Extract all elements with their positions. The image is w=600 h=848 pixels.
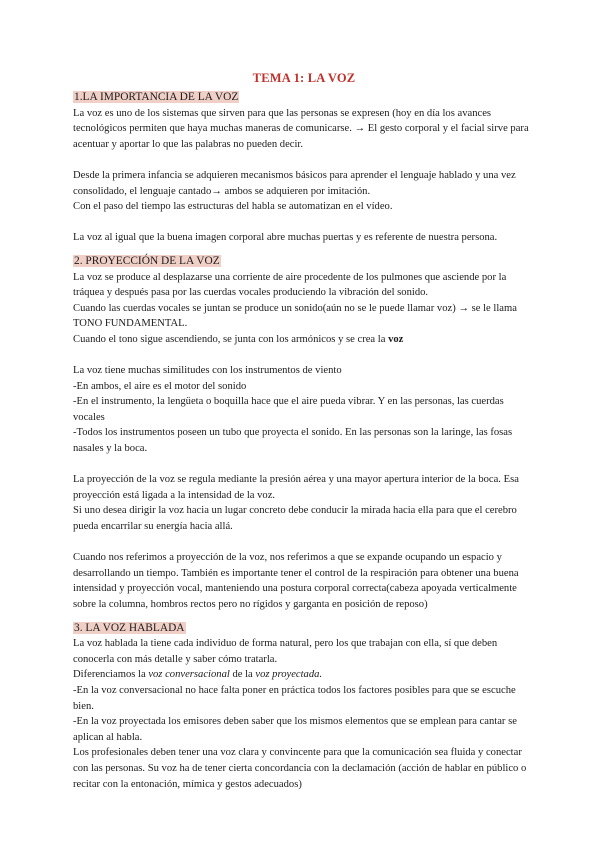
bold-term: voz — [388, 333, 404, 345]
paragraph: Si uno desea dirigir la voz hacia un lugar concreto debe conducir la mirada hacia ella para que el cerebro pueda encarrilar su energía hacia allá. — [73, 505, 517, 533]
paragraph: La voz hablada la tiene cada individuo de forma natural, pero los que trabajan con ella, sí que deben conocerla con más detalle y saber cómo tratarla. — [73, 638, 498, 665]
list-item: -En el instrumento, la lengüeta o boquilla hace que el aire pueda vibrar. Y en las personas, las cuerdas vocales — [73, 396, 504, 423]
italic-term: voz proyectada. — [255, 669, 323, 681]
document-title: TEMA 1: LA VOZ — [252, 71, 356, 85]
paragraph: La voz se produce al desplazarse una corriente de aire procedente de los pulmones que asciende por la tráquea y después pasa por las cuerdas vocales produciendo la vibración del sonido. — [73, 271, 507, 299]
paragraph: Los profesionales deben tener una voz clara y convincente para que la comunicación sea fluida y conectar con las personas. Su voz ha de tener cierta concordancia con la declamación (acción de hablar en público o recitar con la entonación, mímica y gestos adecuados) — [73, 747, 527, 790]
list-item: -En ambos, el aire es el motor del sonido — [73, 380, 247, 392]
section-heading-1: 1.LA IMPORTANCIA DE LA VOZ — [74, 91, 239, 103]
paragraph: Cuando el tono sigue ascendiendo, se junta con los armónicos y se crea la voz — [73, 333, 404, 345]
paragraph: La proyección de la voz se regula mediante la presión aérea y una mayor apertura interior de la boca. Esa proyección está ligada a la intensidad de la voz. — [73, 474, 519, 501]
paragraph: Con el paso del tiempo las estructuras del habla se automatizan en el vídeo. — [73, 201, 393, 213]
list-item: -En la voz proyectada los emisores deben saber que los mismos elementos que se emplean para cantar se aplican al habla. — [73, 716, 517, 743]
list-item: -Todos los instrumentos poseen un tubo que proyecta el sonido. En las personas son la laringe, las fosas nasales y la boca. — [73, 427, 513, 455]
paragraph: Cuando las cuerdas vocales se juntan se produce un sonido(aún no se le puede llamar voz) → se le llama TONO FUNDAMENTAL. — [73, 302, 517, 330]
paragraph: La voz al igual que la buena imagen corporal abre muchas puertas y es referente de nuestra persona. — [73, 232, 498, 244]
section-heading-2: 2. PROYECCIÓN DE LA VOZ — [74, 254, 220, 267]
paragraph: Desde la primera infancia se adquieren mecanismos básicos para aprender el lenguaje hablado y una vez consolidado, el lenguaje cantado→ ambos se adquieren por imitación. — [73, 169, 516, 197]
list-item: -En la voz conversacional no hace falta poner en práctica todos los factores posibles para que se escuche bien. — [73, 684, 516, 712]
italic-term: voz conversacional — [148, 669, 230, 681]
document-page — [73, 70, 535, 792]
paragraph: La voz tiene muchas similitudes con los instrumentos de viento — [73, 365, 342, 377]
paragraph: Cuando nos referimos a proyección de la voz, nos referimos a que se expande ocupando un espacio y desarrollando un tiempo. También es importante tener el control de la respiración para obtener una buena intensidad y proyección vocal, manteniendo una postura corporal correcta(cabeza apoyada verticalmente sobre la columna, hombros rectos pero no rígidos y garganta en posición de reposo) — [73, 552, 519, 610]
section-heading-3: 3. LA VOZ HABLADA — [74, 621, 185, 634]
paragraph: La voz es uno de los sistemas que sirven para que las personas se expresen (hoy en día los avances tecnológicos permiten que haya muchas maneras de comunicarse. → El gesto corporal y el facial sirve para acentuar y aportar lo que las palabras no pueden decir. — [73, 107, 529, 150]
paragraph: Diferenciamos la voz conversacional de la voz proyectada. — [73, 669, 323, 681]
